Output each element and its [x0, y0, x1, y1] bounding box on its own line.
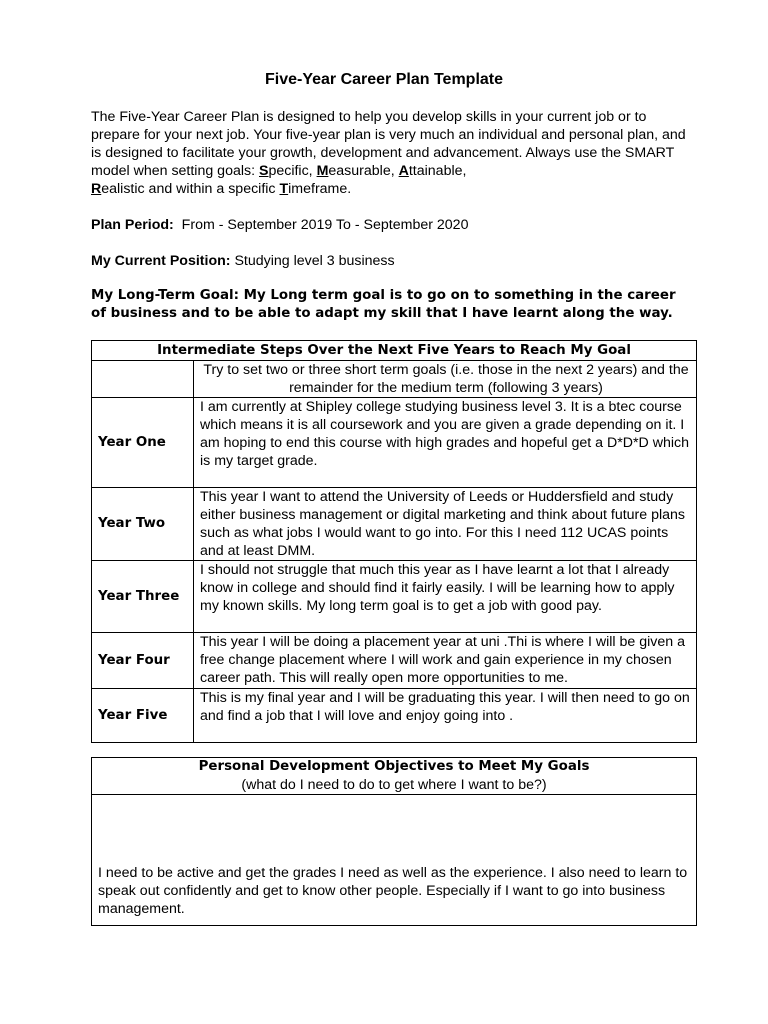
smart-r: R — [91, 181, 102, 197]
smart-t: T — [279, 181, 289, 197]
dev-table-title: Personal Development Objectives to Meet My Goals — [198, 759, 590, 774]
smart-s-rest: pecific, — [268, 163, 317, 179]
smart-a: A — [398, 163, 409, 179]
dev-table-header — [92, 758, 697, 795]
table-row — [92, 488, 697, 561]
year-label: Year Four — [92, 633, 194, 689]
year-text: This year I will be doing a placement year at uni .Thi is where I will be given a free change placement where I will work and gain experience in my chosen career path. This will really open more opportunities to me. — [194, 633, 697, 689]
year-text: I should not struggle that much this year as I have learnt a lot that I already know in college and should find it fairly easily. I will be learning how to apply my known skills. My long term goal is to get a job with good pay. — [194, 561, 697, 633]
year-text: This year I want to attend the University of Leeds or Huddersfield and study either business management or digital marketing and think about future plans such as what jobs I would want to go into. For this I need 112 UCAS points and at least DMM. — [194, 488, 697, 561]
current-position-value: Studying level 3 business — [234, 253, 395, 269]
dev-table-body: I need to be active and get the grades I need as well as the experience. I also need to learn to speak out confidently and get to know other people. Especially if I want to go into business management. — [92, 795, 697, 926]
current-position — [91, 252, 691, 270]
plan-period — [91, 216, 691, 234]
steps-table-note: Try to set two or three short term goals (i.e. those in the next 2 years) and the remainder for the medium term (following 3 years) — [194, 361, 697, 398]
intermediate-steps-table — [91, 340, 697, 743]
note-empty-cell — [92, 361, 194, 398]
smart-a-rest: ttainable, — [408, 163, 467, 179]
dev-table-subtitle: (what do I need to do to get where I want to be?) — [241, 777, 547, 793]
long-term-goal: My Long-Term Goal: My Long term goal is to go on to something in the career of business and to be able to adapt my skill that I have learnt along the way. — [91, 288, 676, 321]
current-position-label: My Current Position: — [91, 253, 231, 269]
intro-text: The Five-Year Career Plan is designed to help you develop skills in your current job or to prepare for your next job. Your five-year plan is very much an individual and personal plan, and is designed to facilitate your growth, development and advancement. Always use the SMART model when setting goals: — [91, 109, 686, 179]
year-label: Year Two — [92, 488, 194, 561]
table-row — [92, 689, 697, 743]
document-title: Five-Year Career Plan Template — [264, 71, 504, 88]
year-label: Year One — [92, 398, 194, 488]
plan-period-label: Plan Period: — [91, 217, 174, 233]
table-row — [92, 398, 697, 488]
year-label: Year Three — [92, 561, 194, 633]
smart-s: S — [259, 163, 269, 179]
smart-m-rest: easurable, — [328, 163, 399, 179]
steps-table-header: Intermediate Steps Over the Next Five Years to Reach My Goal — [92, 341, 697, 361]
year-text: This is my final year and I will be graduating this year. I will then need to go on and find a job that I will love and enjoy going into . — [194, 689, 697, 743]
smart-m: M — [316, 163, 329, 179]
table-row — [92, 561, 697, 633]
smart-t-rest: imeframe. — [288, 181, 352, 197]
plan-period-value: From - September 2019 To - September 2020 — [181, 217, 469, 233]
year-text: I am currently at Shipley college studying business level 3. It is a btec course which means it is all coursework and you are given a grade depending on it. I am hoping to end this course with high grades and hopeful get a D*D*D which is my target grade. — [194, 398, 697, 488]
smart-r-rest: ealistic and within a specific — [101, 181, 280, 197]
year-label: Year Five — [92, 689, 194, 743]
personal-development-table — [91, 757, 697, 926]
intro-paragraph — [91, 108, 691, 198]
table-row — [92, 633, 697, 689]
